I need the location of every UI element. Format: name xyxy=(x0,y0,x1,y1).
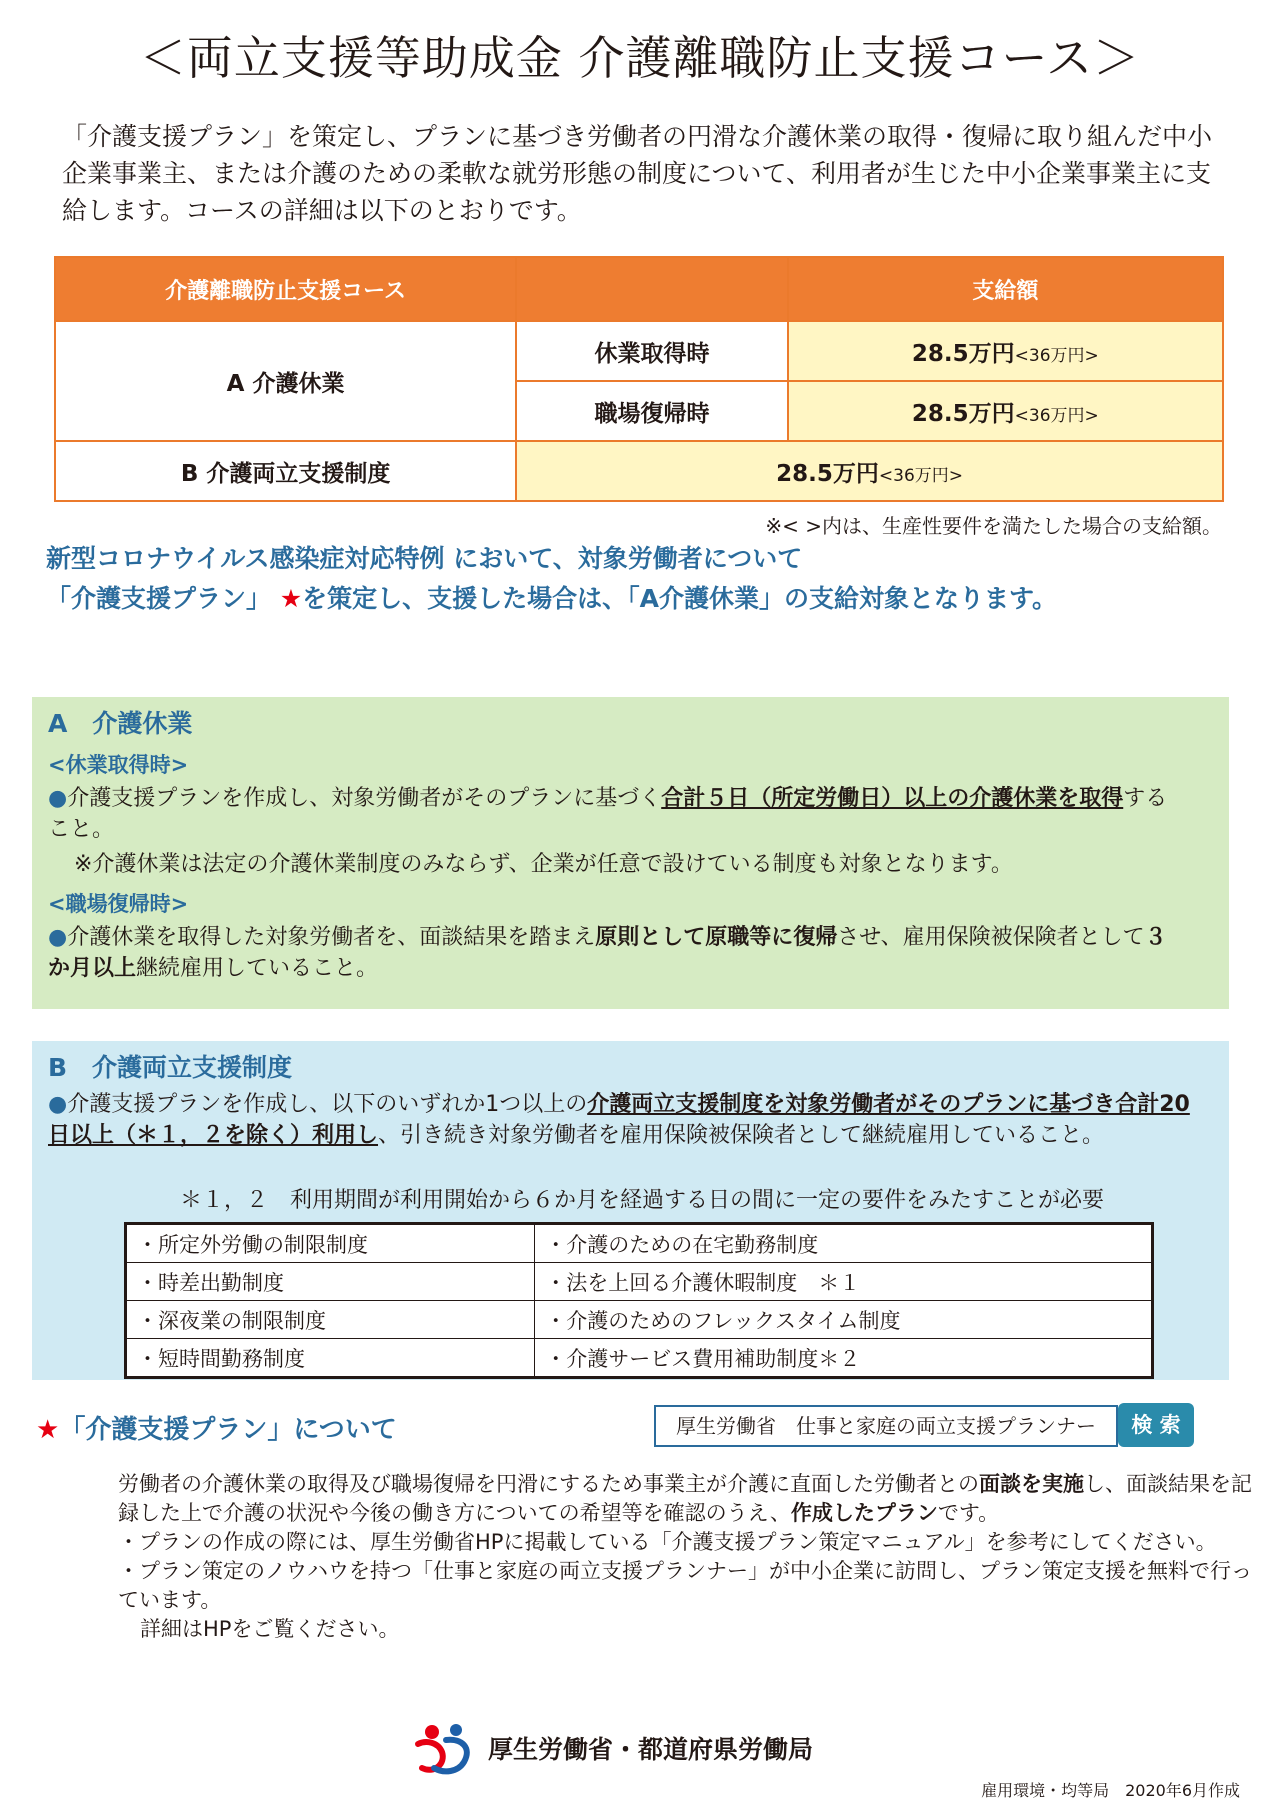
system-cell: ・介護のための在宅勤務制度 xyxy=(535,1224,1153,1263)
plan-p3: ・プラン策定のノウハウを持つ「仕事と家庭の両立支援プランナー」が中小企業に訪問し、プラン策定支援を無料で行っています。 xyxy=(118,1559,1252,1612)
a-b1-pre: 介護支援プランを作成し、対象労働者がそのプランに基づく xyxy=(67,786,662,811)
corona-line1: 新型コロナウイルス感染症対応特例 において、対象労働者について xyxy=(46,544,803,573)
corona-line2-b: を策定し、支援した場合は、「A介護休業」の支給対象となります。 xyxy=(302,584,1057,613)
amount-value: 28.5万円 xyxy=(911,400,1015,427)
systems-table xyxy=(124,1222,1154,1379)
table-note: ※< >内は、生産性要件を満たした場合の支給額。 xyxy=(765,514,1222,538)
table-row xyxy=(126,1263,1153,1301)
section-a-bullet1 xyxy=(48,783,1178,845)
p1-bold2: 作成したプラン xyxy=(790,1501,938,1525)
section-b-bullet1 xyxy=(48,1089,1198,1151)
plan-p2: ・プランの作成の際には、厚生労働省HPに掲載している「介護支援プラン策定マニュアル」を参考にしてください。 xyxy=(118,1530,1217,1554)
row-b-label: B 介護両立支援制度 xyxy=(55,441,516,501)
row-b-amount xyxy=(516,441,1223,501)
star-icon: ★ xyxy=(279,584,303,613)
plan-p4: 詳細はHPをご覧ください。 xyxy=(140,1617,400,1641)
header-amount: 支給額 xyxy=(788,257,1223,321)
corona-line2 xyxy=(46,579,1057,619)
system-cell: ・介護のためのフレックスタイム制度 xyxy=(535,1301,1153,1339)
page-title: ＜両立支援等助成金 介護離職防止支援コース＞ xyxy=(139,31,1141,85)
system-cell: ・深夜業の制限制度 xyxy=(126,1301,535,1339)
section-b-note: ＊１，２ 利用期間が利用開始から６か月を経過する日の間に一定の要件をみたすことが必要 xyxy=(180,1188,1105,1213)
table-row xyxy=(126,1339,1153,1378)
p1-mid: し、面談結果を記録した上で介護の状況や今後の働き方についての希望等を確認のうえ、 xyxy=(118,1472,1252,1525)
row-a1-amount xyxy=(788,321,1223,381)
system-cell: ・時差出勤制度 xyxy=(126,1263,535,1301)
section-a-bullet2 xyxy=(48,922,1178,984)
plan-heading-text: 「介護支援プラン」について xyxy=(59,1415,397,1445)
section-a-sub1: <休業取得時> xyxy=(48,753,189,777)
amount-value: 28.5万円 xyxy=(911,340,1015,367)
star-icon: ★ xyxy=(36,1415,60,1445)
plan-p1 xyxy=(118,1470,1263,1528)
amount-value: 28.5万円 xyxy=(776,460,879,487)
amount-productivity: <36万円> xyxy=(1014,345,1099,366)
a-b2-mid: させ、雇用保険被保険者として xyxy=(837,925,1145,950)
header-empty xyxy=(516,257,788,321)
plan-body xyxy=(118,1470,1263,1644)
b-b1-post: 、引き続き対象労働者を雇用保険被保険者として継続雇用していること。 xyxy=(378,1123,1105,1148)
a-b1-post: すること。 xyxy=(48,786,1168,842)
circle-bullet-icon: ● xyxy=(48,925,68,950)
circle-bullet-icon: ● xyxy=(48,786,68,811)
row-a2-amount xyxy=(788,381,1223,441)
table-row xyxy=(126,1224,1153,1263)
header-course: 介護離職防止支援コース xyxy=(55,257,516,321)
p1-post: です。 xyxy=(937,1501,1000,1525)
p1-pre: 労働者の介護休業の取得及び職場復帰を円滑にするため事業主が介護に直面した労働者との xyxy=(118,1472,979,1496)
mhlw-logo-icon xyxy=(412,1718,474,1778)
corona-line2-a: 「介護支援プラン」 xyxy=(46,584,280,613)
amount-productivity: <36万円> xyxy=(1014,405,1099,426)
table-row xyxy=(126,1301,1153,1339)
corona-exception xyxy=(46,539,1057,619)
row-a1-sub: 休業取得時 xyxy=(516,321,788,381)
b-b1-underline: 介護両立支援制度を対象労働者がそのプランに基づき合計20日以上（＊１，２を除く）利用し xyxy=(48,1092,1190,1148)
search-button[interactable]: 検 索 xyxy=(1118,1403,1194,1447)
a-b2-post: 継続雇用していること。 xyxy=(136,956,379,981)
organization-name: 厚生労働省・都道府県労働局 xyxy=(488,1735,814,1764)
amount-productivity: <36万円> xyxy=(878,465,964,486)
footer-credit: 雇用環境・均等局 2020年6月作成 xyxy=(981,1781,1240,1800)
system-cell: ・介護サービス費用補助制度＊２ xyxy=(535,1339,1153,1378)
a-b2-bold2: ３か月以上 xyxy=(48,925,1167,981)
system-cell: ・所定外労働の制限制度 xyxy=(126,1224,535,1263)
b-b1-pre: 介護支援プランを作成し、以下のいずれか1つ以上の xyxy=(67,1092,588,1117)
section-a-heading: A 介護休業 xyxy=(48,709,193,738)
plan-heading xyxy=(36,1409,397,1446)
row-a2-sub: 職場復帰時 xyxy=(516,381,788,441)
system-cell: ・法を上回る介護休暇制度 ＊１ xyxy=(535,1263,1153,1301)
p1-bold1: 面談を実施 xyxy=(979,1472,1084,1496)
a-b1-underline: 合計５日（所定労働日）以上の介護休業を取得 xyxy=(661,786,1124,811)
system-cell: ・短時間勤務制度 xyxy=(126,1339,535,1378)
a-b2-pre: 介護休業を取得した対象労働者を、面談結果を踏まえ xyxy=(67,925,596,950)
section-a-box xyxy=(32,697,1229,1009)
a-b2-bold1: 原則として原職等に復帰 xyxy=(595,925,838,950)
section-a-note: ※介護休業は法定の介護休業制度のみならず、企業が任意で設けている制度も対象となります。 xyxy=(74,852,1013,877)
search-input[interactable]: 厚生労働省 仕事と家庭の両立支援プランナー xyxy=(654,1405,1118,1447)
section-b-heading: B 介護両立支援制度 xyxy=(48,1053,293,1082)
intro-text: 「介護支援プラン」を策定し、プランに基づき労働者の円滑な介護休業の取得・復帰に取り組んだ中小企業事業主、または介護のための柔軟な就労形態の制度について、利用者が生じた中小企業事業主に支給します。コースの詳細は以下のとおりです。 xyxy=(62,122,1213,225)
payment-table xyxy=(54,256,1224,502)
circle-bullet-icon: ● xyxy=(48,1092,68,1117)
row-a-label: A 介護休業 xyxy=(55,321,516,441)
section-a-sub2: <職場復帰時> xyxy=(48,892,189,916)
